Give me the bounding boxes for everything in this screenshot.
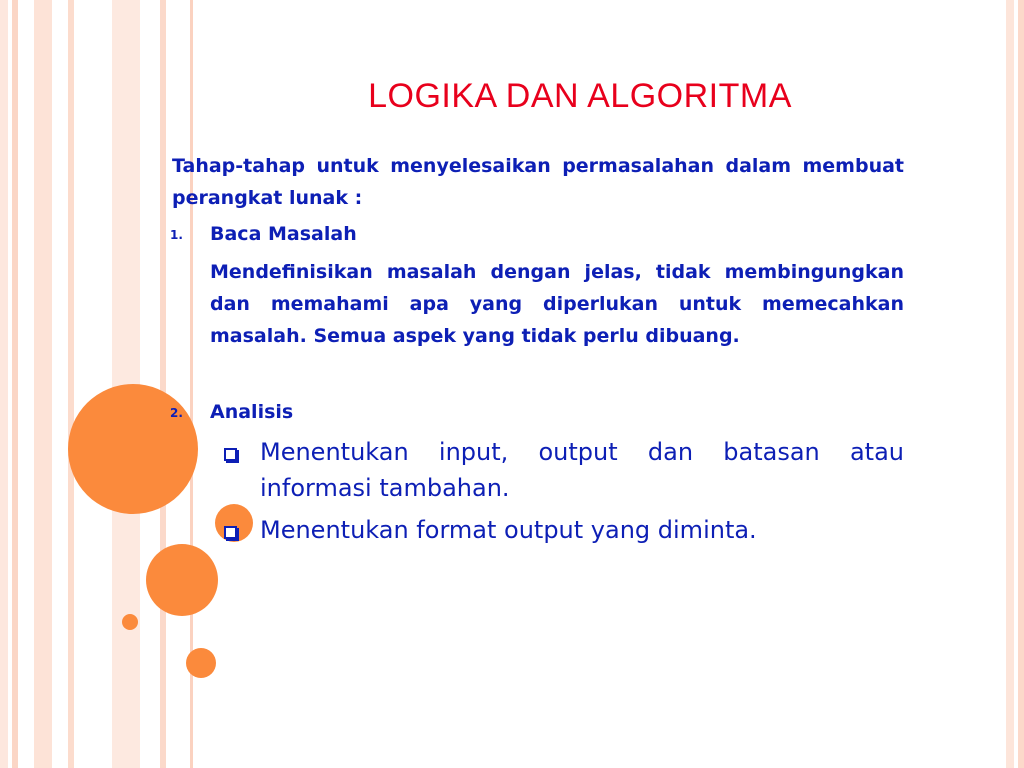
step-label: Baca Masalah — [210, 223, 357, 245]
bullet-text: Menentukan input, output dan batasan atau informasi tambahan. — [260, 438, 904, 502]
step-1 — [172, 218, 904, 352]
checkbox-bullet-icon — [224, 526, 237, 539]
decorative-circle-tiny — [122, 614, 138, 630]
checkbox-bullet-icon — [224, 448, 237, 461]
bullet-text: Menentukan format output yang diminta. — [260, 516, 757, 544]
bullet-item — [224, 434, 904, 506]
step-number: 2. — [170, 406, 183, 420]
bullet-item — [224, 512, 904, 548]
bullet-list — [224, 434, 904, 548]
step-number: 1. — [170, 228, 183, 242]
step-description: Mendefinisikan masalah dengan jelas, tidak membingungkan dan memahami apa yang diperlukan untuk memecahkan masalah. Semua aspek yang tidak perlu dibuang. — [210, 261, 904, 347]
decorative-circle-small-bottom — [186, 648, 216, 678]
step-2 — [172, 396, 904, 548]
decorative-stripes-left — [0, 0, 200, 768]
slide-title: LOGIKA DAN ALGORITMA — [368, 76, 792, 115]
slide-content — [172, 150, 904, 548]
decorative-stripes-right — [1000, 0, 1024, 768]
intro-text: Tahap-tahap untuk menyelesaikan permasalahan dalam membuat perangkat lunak : — [172, 155, 904, 209]
step-label: Analisis — [210, 401, 294, 423]
decorative-circle-medium — [146, 544, 218, 616]
